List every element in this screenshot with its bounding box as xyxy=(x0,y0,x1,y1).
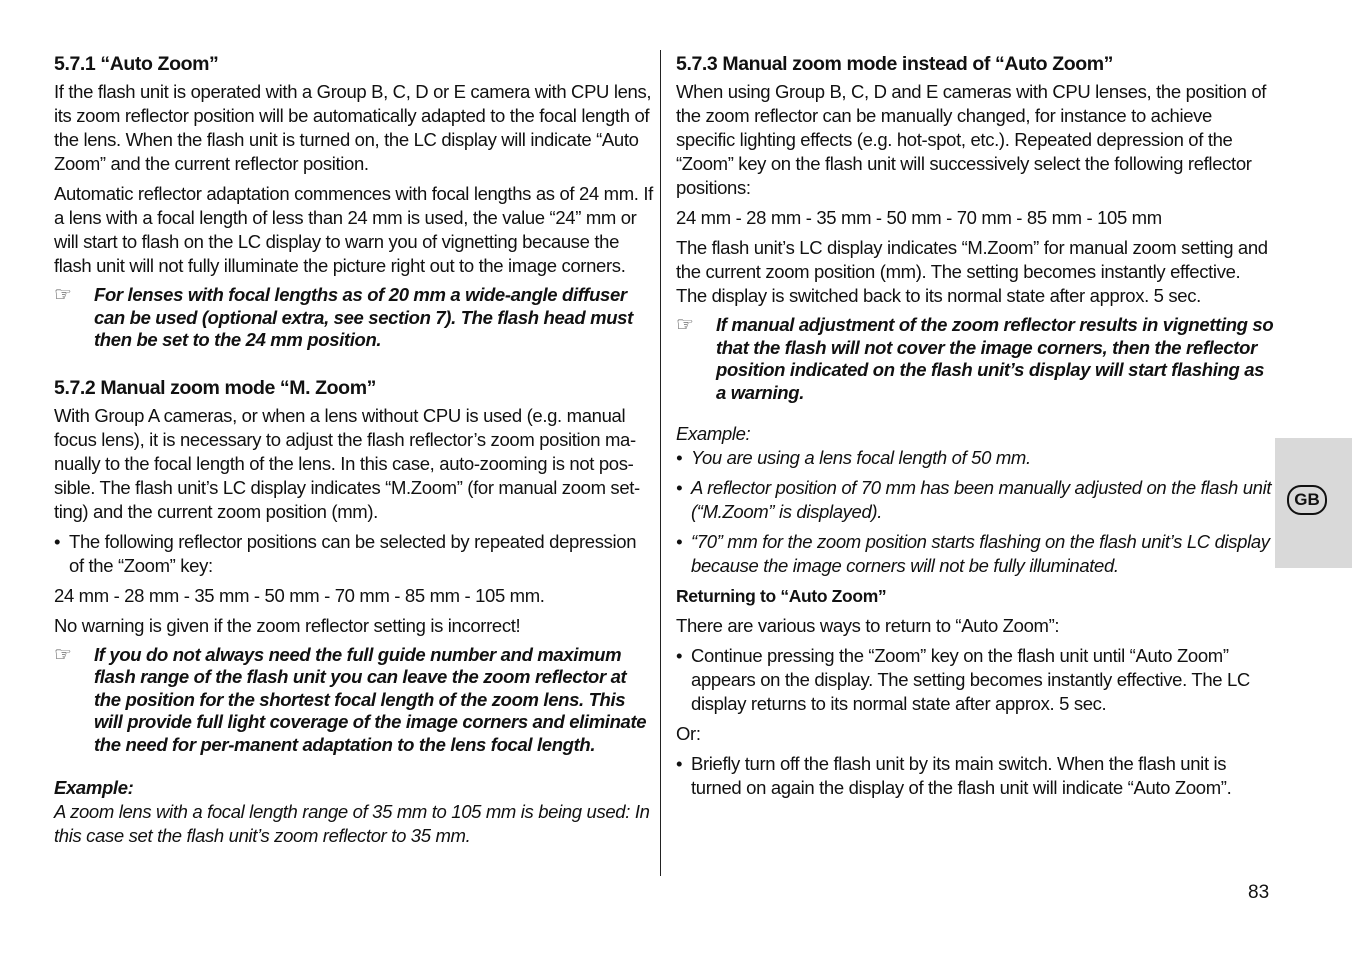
list-item-text: A reflector position of 70 mm has been manually adjusted on the flash unit (“M.Zoom” is displayed). xyxy=(691,477,1272,522)
example-heading: Example: xyxy=(54,777,134,798)
example-heading: Example: xyxy=(676,423,751,444)
section-5-7-3-paragraph-1: When using Group B, C, D and E cameras with CPU lenses, the position of the zoom reflector can be manually changed, for instance to achieve specific lighting effects (e.g. hot-spot, etc.). Repeated depression of the “Zoom” key on the flash unit will successively select the following reflector positions: xyxy=(676,81,1267,198)
section-5-7-2-paragraph-1: With Group A cameras, or when a lens without CPU is used (e.g. manual focus lens), it is necessary to adjust the flash reflector’s zoom position ma-nually to the focal length of the lens. In this case, auto-zooming is not pos-sible. The flash unit’s LC display indicates “M.Zoom” (for manual zoom set-ting) and the current zoom position (mm). xyxy=(54,404,640,522)
returning-heading: Returning to “Auto Zoom” xyxy=(676,586,887,606)
list-item-text: You are using a lens focal length of 50 mm. xyxy=(691,447,1031,468)
list-item xyxy=(676,446,1274,470)
list-item-text: The following reflector positions can be selected by repeated depression of the “Zoom” key: xyxy=(69,530,637,576)
list-item xyxy=(676,530,1274,578)
section-5-7-1-paragraph-1: If the flash unit is operated with a Group B, C, D or E camera with CPU lens, its zoom reflector position will be automatically adapted to the focal length of the lens. When the flash unit is turned on, the LC display will indicate “Auto Zoom” and the current reflector position. xyxy=(54,81,652,174)
note-wide-angle-diffuser xyxy=(54,284,654,352)
note-guide-number xyxy=(54,644,654,757)
returning-intro: There are various ways to return to “Auto Zoom”: xyxy=(676,615,1060,636)
section-5-7-1-title: 5.7.1 “Auto Zoom” xyxy=(54,53,219,75)
section-5-7-3-paragraph-2: The flash unit’s LC display indicates “M.Zoom” for manual zoom setting and the current zoom position (mm). The setting becomes instantly effective. The display is switched back to its normal state after approx. 5 sec. xyxy=(676,237,1268,306)
reflector-positions: 24 mm - 28 mm - 35 mm - 50 mm - 70 mm - 85 mm - 105 mm xyxy=(676,207,1162,228)
bullet-dot-icon: • xyxy=(676,753,683,774)
note-text: If you do not always need the full guide number and maximum flash range of the flash unit you can leave the zoom reflector at the position for the shortest focal length of the zoom lens. This will provide full light coverage of the image corners and eliminate the need for per-manent adaptation to the lens focal length. xyxy=(94,643,647,755)
bullet-dot-icon: • xyxy=(676,447,683,468)
pointing-hand-icon: ☞ xyxy=(54,643,72,666)
section-5-7-2-title: 5.7.2 Manual zoom mode “M. Zoom” xyxy=(54,376,376,399)
section-5-7-3-title: 5.7.3 Manual zoom mode instead of “Auto Zoom” xyxy=(676,53,1114,75)
list-item xyxy=(676,752,1274,800)
list-item-text: Briefly turn off the flash unit by its main switch. When the flash unit is turned on again the display of the flash unit will indicate “Auto Zoom”. xyxy=(691,753,1232,798)
pointing-hand-icon: ☞ xyxy=(54,284,72,306)
note-vignetting xyxy=(676,314,1274,404)
list-item-text: Continue pressing the “Zoom” key on the flash unit until “Auto Zoom” appears on the display. The setting becomes instantly effective. The LC display returns to its normal state after approx. 5 sec. xyxy=(691,645,1250,714)
bullet-dot-icon: • xyxy=(54,530,61,552)
column-divider xyxy=(660,50,661,876)
section-5-7-1-paragraph-2: Automatic reflector adaptation commences with focal lengths as of 24 mm. If a lens with a focal length of less than 24 mm is used, the value “24” mm or will start to flash on the LC display to warn you of vignetting because the flash unit will not fully illuminate the picture right out to the image corners. xyxy=(54,183,653,276)
reflector-positions: 24 mm - 28 mm - 35 mm - 50 mm - 70 mm - 85 mm - 105 mm. xyxy=(54,584,545,606)
language-tab xyxy=(1275,438,1352,568)
note-text: If manual adjustment of the zoom reflector results in vignetting so that the flash will not cover the image corners, then the reflector position indicated on the flash unit’s display will start flashing as a warning. xyxy=(716,314,1274,403)
or-text: Or: xyxy=(676,723,701,744)
list-item-text: “70” mm for the zoom position starts flashing on the flash unit’s LC display because the image corners will not be fully illuminated. xyxy=(691,531,1270,576)
left-column xyxy=(54,52,654,854)
language-badge: GB xyxy=(1287,485,1327,515)
bullet-dot-icon: • xyxy=(676,477,683,498)
bullet-dot-icon: • xyxy=(676,645,683,666)
example-text: A zoom lens with a focal length range of 35 mm to 105 mm is being used: In this case set the flash unit’s zoom reflector to 35 mm. xyxy=(54,801,650,846)
note-text: For lenses with focal lengths as of 20 mm a wide-angle diffuser can be used (optional extra, see section 7). The flash head must then be set to the 24 mm position. xyxy=(94,284,633,350)
list-item xyxy=(676,644,1274,716)
no-warning-text: No warning is given if the zoom reflector setting is incorrect! xyxy=(54,614,521,636)
list-item xyxy=(676,476,1274,524)
bullet-dot-icon: • xyxy=(676,531,683,552)
pointing-hand-icon: ☞ xyxy=(676,314,694,336)
list-item xyxy=(54,530,654,578)
page-number: 83 xyxy=(1248,882,1270,903)
right-column xyxy=(676,52,1274,806)
